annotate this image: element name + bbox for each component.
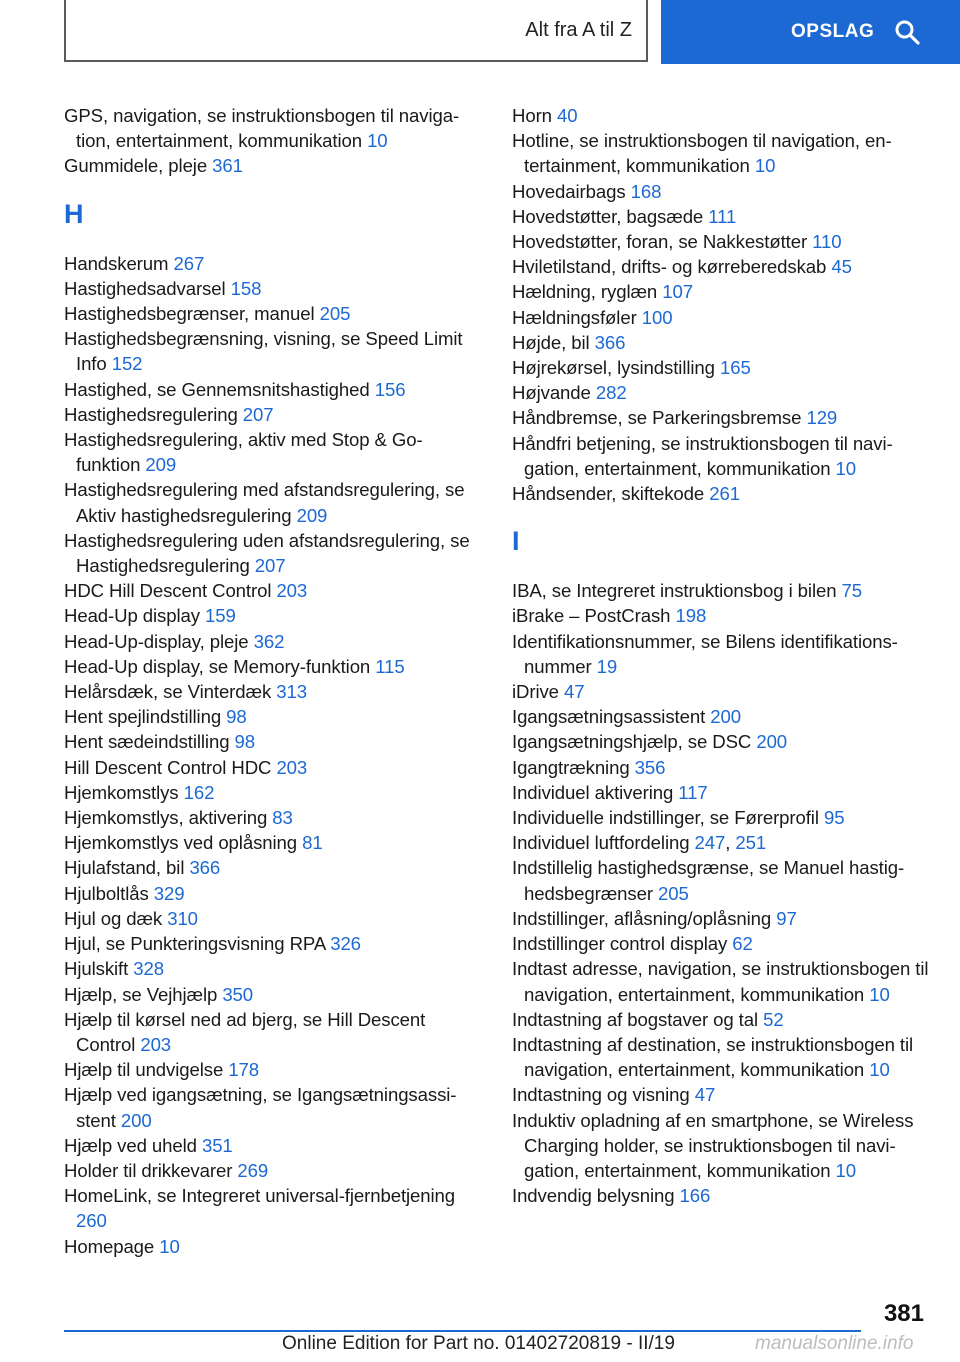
page-link[interactable]: 100 bbox=[641, 306, 673, 328]
index-entry bbox=[64, 427, 484, 477]
index-entry bbox=[64, 956, 484, 981]
page-link[interactable]: 75 bbox=[841, 580, 863, 602]
index-entry bbox=[512, 956, 932, 1006]
index-entry-text: Hviletilstand, drifts- og kørreberedskab bbox=[512, 256, 827, 278]
index-entry-text: Hjælp ved uheld bbox=[64, 1134, 197, 1156]
index-entry bbox=[512, 355, 932, 380]
index-entry-text: HomeLink, se Integreret universal-fjernbetjening bbox=[64, 1185, 456, 1207]
index-entry bbox=[64, 153, 484, 178]
page-link[interactable]: 351 bbox=[201, 1134, 233, 1156]
index-entry-text: Holder til drikkevarer bbox=[64, 1159, 233, 1181]
index-entry-text: Hastighedsregulering bbox=[64, 403, 238, 425]
index-entry bbox=[64, 704, 484, 729]
index-entry-text: Head-Up-display, pleje bbox=[64, 630, 249, 652]
index-entry bbox=[512, 103, 932, 128]
index-entry-text: Hastighedsadvarsel bbox=[64, 277, 226, 299]
page-link[interactable]: 10 bbox=[159, 1235, 180, 1257]
index-entry bbox=[64, 881, 484, 906]
index-entry bbox=[512, 931, 932, 956]
index-entry-text: Indstillinger, aflåsning/oplåsning bbox=[512, 907, 772, 929]
tab-a-to-z[interactable] bbox=[64, 0, 648, 62]
index-entry-text: Hjul, se Punkteringsvisning RPA bbox=[64, 933, 326, 955]
index-entry-text: Indstillinger control display bbox=[512, 933, 728, 955]
index-entry bbox=[64, 1158, 484, 1183]
page-link[interactable]: 165 bbox=[719, 357, 751, 379]
page-link[interactable]: 47 bbox=[694, 1084, 716, 1106]
index-entry bbox=[64, 982, 484, 1007]
index-entry-text: Head-Up display, se Memory-funktion bbox=[64, 655, 371, 677]
page-link[interactable]: 10 bbox=[835, 457, 857, 479]
index-entry-text: Håndbremse, se Parkeringsbremse bbox=[512, 407, 802, 429]
index-entry-text: Gummidele, pleje bbox=[64, 155, 208, 177]
index-entry-text: Hjælp ved igangsætning, se Igangsætningsassistent bbox=[64, 1084, 457, 1131]
index-entry-text: Igangsætningshjælp, se DSC bbox=[512, 731, 752, 753]
index-entry bbox=[64, 1133, 484, 1158]
page-link[interactable]: 115 bbox=[375, 655, 405, 677]
index-entry bbox=[64, 603, 484, 628]
page-link[interactable]: 269 bbox=[237, 1159, 269, 1181]
search-button[interactable] bbox=[661, 0, 960, 64]
index-entry-text: IBA, se Integreret instruktionsbog i bilen bbox=[512, 580, 837, 602]
index-entry: Individuel luftfordeling 247, 251 bbox=[512, 832, 767, 854]
index-entry bbox=[64, 578, 484, 603]
index-entry bbox=[512, 1108, 932, 1184]
page-link[interactable]: 156 bbox=[374, 378, 406, 400]
page-link[interactable]: 205 bbox=[319, 303, 351, 325]
index-entry-text: Hovedairbags bbox=[512, 180, 626, 202]
index-entry bbox=[64, 855, 484, 880]
page-link[interactable]: 198 bbox=[675, 605, 707, 627]
index-entry-text: Individuelle indstillinger, se Førerprofil bbox=[512, 807, 819, 829]
index-entry-text: Hjul og dæk bbox=[64, 907, 163, 929]
page-link[interactable]: 83 bbox=[272, 807, 293, 829]
page-link[interactable]: 95 bbox=[823, 807, 845, 829]
index-entry-text: Horn bbox=[512, 105, 552, 126]
index-entry bbox=[64, 780, 484, 805]
page-link[interactable]: 117 bbox=[678, 781, 708, 803]
index-entry bbox=[512, 729, 932, 754]
index-entry bbox=[512, 1183, 932, 1208]
index-entry bbox=[512, 254, 932, 279]
index-entry bbox=[64, 679, 484, 704]
index-entry bbox=[64, 251, 484, 276]
index-entry bbox=[64, 377, 484, 402]
index-entry-text: Hastighedsbegrænsning, visning, se Speed Limit Info bbox=[64, 328, 463, 375]
page-link[interactable]: 40 bbox=[556, 105, 578, 126]
index-entry-text: Hældningsføler bbox=[512, 306, 637, 328]
page-link[interactable]: 168 bbox=[630, 180, 662, 202]
page-number: 381 bbox=[883, 1300, 924, 1327]
page-link[interactable]: 10 bbox=[869, 1059, 890, 1081]
index-entry-text: Hjælp, se Vejhjælp bbox=[64, 983, 218, 1005]
page-link[interactable]: 362 bbox=[253, 630, 285, 652]
page-link[interactable]: 98 bbox=[234, 731, 255, 753]
index-section-letter: H bbox=[64, 198, 84, 229]
footer-edition-text: Online Edition for Part no. 01402720819 - II/19 bbox=[282, 1333, 675, 1354]
page-link[interactable]: 260 bbox=[76, 1210, 107, 1232]
index-entry bbox=[512, 679, 932, 704]
index-entry-text: Igangtrækning bbox=[512, 756, 630, 778]
page-link[interactable]: 267 bbox=[173, 252, 205, 274]
index-entry bbox=[512, 128, 932, 178]
index-entry bbox=[512, 1007, 932, 1032]
index-entry-text: Hjemkomstlys ved oplåsning bbox=[64, 832, 298, 854]
page-link[interactable]: 10 bbox=[835, 1159, 857, 1181]
index-entry bbox=[64, 1057, 484, 1082]
page-link[interactable]: 328 bbox=[133, 958, 164, 980]
index-entry-text: Indtastning af bogstaver og tal bbox=[512, 1008, 759, 1030]
index-entry-text: Hovedstøtter, foran, se Nakkestøtter bbox=[512, 231, 808, 253]
index-entry bbox=[64, 931, 484, 956]
page-link[interactable]: 10 bbox=[754, 155, 776, 177]
index-entry-text: HDC Hill Descent Control bbox=[64, 580, 272, 602]
page-link[interactable]: 52 bbox=[763, 1008, 784, 1030]
page-link[interactable]: 200 bbox=[120, 1109, 152, 1131]
index-entry-text: Hjulafstand, bil bbox=[64, 857, 185, 879]
index-entry-text: Indvendig belysning bbox=[512, 1185, 675, 1207]
index-entry-text: Hjemkomstlys bbox=[64, 781, 179, 803]
page-link[interactable]: 158 bbox=[230, 277, 262, 299]
index-entry bbox=[512, 805, 932, 830]
index-entry-text: Hovedstøtter, bagsæde bbox=[512, 205, 704, 227]
page-link[interactable]: 350 bbox=[222, 983, 254, 1005]
index-entry bbox=[512, 179, 932, 204]
page-link[interactable]: 111 bbox=[708, 205, 737, 227]
index-section-letter: I bbox=[512, 526, 520, 557]
magnifier-icon bbox=[894, 19, 920, 45]
index-entry bbox=[64, 805, 484, 830]
page-link[interactable]: 366 bbox=[189, 857, 221, 879]
page-link[interactable]: 152 bbox=[111, 353, 143, 375]
page-link[interactable]: 159 bbox=[205, 605, 236, 627]
index-entry-text: Hjulboltlås bbox=[64, 882, 149, 904]
page-link[interactable]: 110 bbox=[812, 231, 842, 253]
index-entry bbox=[64, 301, 484, 326]
index-entry bbox=[512, 603, 932, 628]
page-link[interactable]: 10 bbox=[367, 130, 388, 152]
page-link[interactable]: 329 bbox=[153, 882, 185, 904]
index-entry-text: iBrake – PostCrash bbox=[512, 605, 671, 627]
index-entry bbox=[512, 305, 932, 330]
index-entry-text: Hastighed, se Gennemsnitshastighed bbox=[64, 378, 370, 400]
page-link[interactable]: 203 bbox=[140, 1033, 172, 1055]
page-link[interactable]: 62 bbox=[732, 933, 753, 955]
page-link[interactable]: 162 bbox=[183, 781, 215, 803]
index-entry-text: Hastighedsregulering med afstandsregulering, se Aktiv hastighedsregulering bbox=[64, 479, 465, 526]
index-entry-text: Hastighedsbegrænser, manuel bbox=[64, 303, 315, 325]
index-entry-text: Højvande bbox=[512, 382, 591, 404]
watermark: manualsonline.info bbox=[755, 1333, 914, 1354]
index-entry bbox=[512, 780, 932, 805]
index-entry-text: Induktiv opladning af en smartphone, se Wireless Charging holder, se instruktionsbogen til navigation, entertainment, kommunikation bbox=[512, 1109, 914, 1181]
index-column-right bbox=[512, 103, 932, 1208]
page-link[interactable]: 107 bbox=[662, 281, 693, 303]
page-link[interactable]: 203 bbox=[276, 580, 308, 602]
index-entry-text: Hent spejlindstilling bbox=[64, 706, 222, 728]
index-entry-text: Hældning, ryglæn bbox=[512, 281, 658, 303]
index-entry-text: Håndsender, skiftekode bbox=[512, 483, 705, 505]
page-link[interactable]: 207 bbox=[254, 555, 286, 577]
index-entry bbox=[512, 578, 932, 603]
page-link[interactable]: 209 bbox=[145, 454, 177, 476]
index-entry-text: iDrive bbox=[512, 681, 559, 703]
page-link[interactable]: 209 bbox=[296, 504, 328, 526]
index-entry-text: Homepage bbox=[64, 1235, 155, 1257]
index-entry-text: Håndfri betjening, se instruktionsbogen til navigation, entertainment, kommunikation bbox=[512, 432, 893, 479]
page-link[interactable]: 366 bbox=[594, 331, 626, 353]
index-entry-text: Helårsdæk, se Vinterdæk bbox=[64, 681, 272, 703]
page-link[interactable]: 313 bbox=[276, 681, 307, 703]
index-entry bbox=[64, 654, 484, 679]
index-entry bbox=[64, 830, 484, 855]
index-entry-text: Højrekørsel, lysindstilling bbox=[512, 357, 715, 379]
index-entry bbox=[64, 402, 484, 427]
index-entry-text: Indstillelig hastighedsgrænse, se Manuel hastighedsbegrænser bbox=[512, 857, 905, 904]
page-link[interactable]: 207 bbox=[242, 403, 274, 425]
page-link[interactable]: 247 bbox=[694, 832, 726, 854]
index-entry-text: Hjulskift bbox=[64, 958, 129, 980]
index-entry bbox=[64, 629, 484, 654]
index-entry bbox=[64, 1082, 484, 1132]
page-link[interactable]: 361 bbox=[212, 155, 243, 177]
index-entry bbox=[64, 1234, 484, 1259]
index-entry bbox=[512, 1032, 932, 1082]
page-link[interactable]: 205 bbox=[658, 882, 689, 904]
index-entry bbox=[64, 729, 484, 754]
page-link[interactable]: 98 bbox=[226, 706, 247, 728]
index-entry-text: Indtastning og visning bbox=[512, 1084, 690, 1106]
index-entry-text: Indtastning af destination, se instruktionsbogen til navigation, entertainment, kommunikation bbox=[512, 1033, 914, 1081]
header bbox=[0, 0, 960, 66]
index-entry bbox=[64, 755, 484, 780]
index-column-left bbox=[64, 103, 484, 1259]
index-entry bbox=[64, 1007, 484, 1057]
index-entry bbox=[64, 276, 484, 301]
index-entry bbox=[64, 103, 484, 153]
page-link[interactable]: 200 bbox=[710, 706, 741, 728]
index-entry-text: Indtast adresse, navigation, se instruktionsbogen til navigation, entertainment, kommunikation bbox=[512, 958, 929, 1005]
index-entry bbox=[64, 477, 484, 527]
index-entry-text: GPS, navigation, se instruktionsbogen til navigation, entertainment, kommunikation bbox=[64, 105, 460, 152]
footer-divider bbox=[64, 1330, 861, 1332]
index-entry bbox=[512, 204, 932, 229]
search-label: OPSLAG bbox=[791, 21, 875, 42]
index-entry-text: Hjemkomstlys, aktivering bbox=[64, 807, 268, 829]
page-link[interactable]: 81 bbox=[302, 832, 323, 854]
index-entry bbox=[512, 330, 932, 355]
index-entry bbox=[64, 528, 484, 578]
index-entry-text: Højde, bil bbox=[512, 331, 590, 353]
index-entry-text: Hastighedsregulering uden afstandsregulering, se Hastighedsregulering bbox=[64, 529, 470, 577]
index-entry bbox=[512, 405, 932, 430]
index-entry-text: Hent sædeindstilling bbox=[64, 731, 230, 753]
index-entry bbox=[512, 481, 932, 506]
index-entry bbox=[512, 755, 932, 780]
index-entry bbox=[512, 629, 932, 679]
tab-a-to-z-label: Alt fra A til Z bbox=[525, 18, 632, 41]
page-link[interactable]: 10 bbox=[869, 983, 890, 1005]
index-entry bbox=[512, 279, 932, 304]
index-entry bbox=[512, 380, 932, 405]
index-entry-text: Hjælp til undvigelse bbox=[64, 1059, 224, 1081]
index-entry-text: Hill Descent Control HDC bbox=[64, 756, 272, 778]
page-link[interactable]: 282 bbox=[595, 382, 627, 404]
index-entry bbox=[64, 1183, 484, 1233]
index-entry-text: Igangsætningsassistent bbox=[512, 706, 706, 728]
page-link[interactable]: 19 bbox=[596, 655, 618, 677]
index-entry-text: Individuel luftfordeling bbox=[512, 832, 690, 854]
index-entry-text: Hotline, se instruktionsbogen til navigation, entertainment, kommunikation bbox=[512, 130, 892, 177]
index-entry bbox=[512, 906, 932, 931]
index-entry bbox=[64, 326, 484, 376]
page-link[interactable]: 47 bbox=[564, 681, 585, 703]
index-entry-text: Handskerum bbox=[64, 252, 169, 274]
page-link[interactable]: 97 bbox=[776, 907, 797, 929]
page-link[interactable]: 166 bbox=[679, 1185, 711, 1207]
page-link[interactable]: 203 bbox=[276, 756, 308, 778]
index-entry-text: Head-Up display bbox=[64, 605, 200, 627]
index-entry bbox=[512, 704, 932, 729]
page-link[interactable]: 326 bbox=[330, 933, 361, 955]
index-entry bbox=[512, 1082, 932, 1107]
index-entry bbox=[512, 431, 932, 481]
index-entry bbox=[64, 906, 484, 931]
index-entry bbox=[512, 855, 932, 905]
page-link[interactable]: 310 bbox=[167, 907, 198, 929]
page-link[interactable]: 45 bbox=[831, 256, 852, 278]
index-entry-text: Identifikationsnummer, se Bilens identifikationsnummer bbox=[512, 630, 898, 677]
page-link[interactable]: 129 bbox=[806, 407, 838, 429]
page-link[interactable]: 356 bbox=[634, 756, 666, 778]
index-entry bbox=[512, 229, 932, 254]
index-entry-text: Hastighedsregulering, aktiv med Stop & Go-funktion bbox=[64, 429, 423, 476]
page-link[interactable]: 200 bbox=[756, 731, 788, 753]
page-link[interactable]: 261 bbox=[709, 483, 740, 505]
index-entry-text: Individuel aktivering bbox=[512, 781, 674, 803]
page-link[interactable]: 251 bbox=[735, 832, 767, 854]
page-link[interactable]: 178 bbox=[228, 1059, 260, 1081]
index-entry-text: Hjælp til kørsel ned ad bjerg, se Hill Descent Control bbox=[64, 1008, 426, 1055]
